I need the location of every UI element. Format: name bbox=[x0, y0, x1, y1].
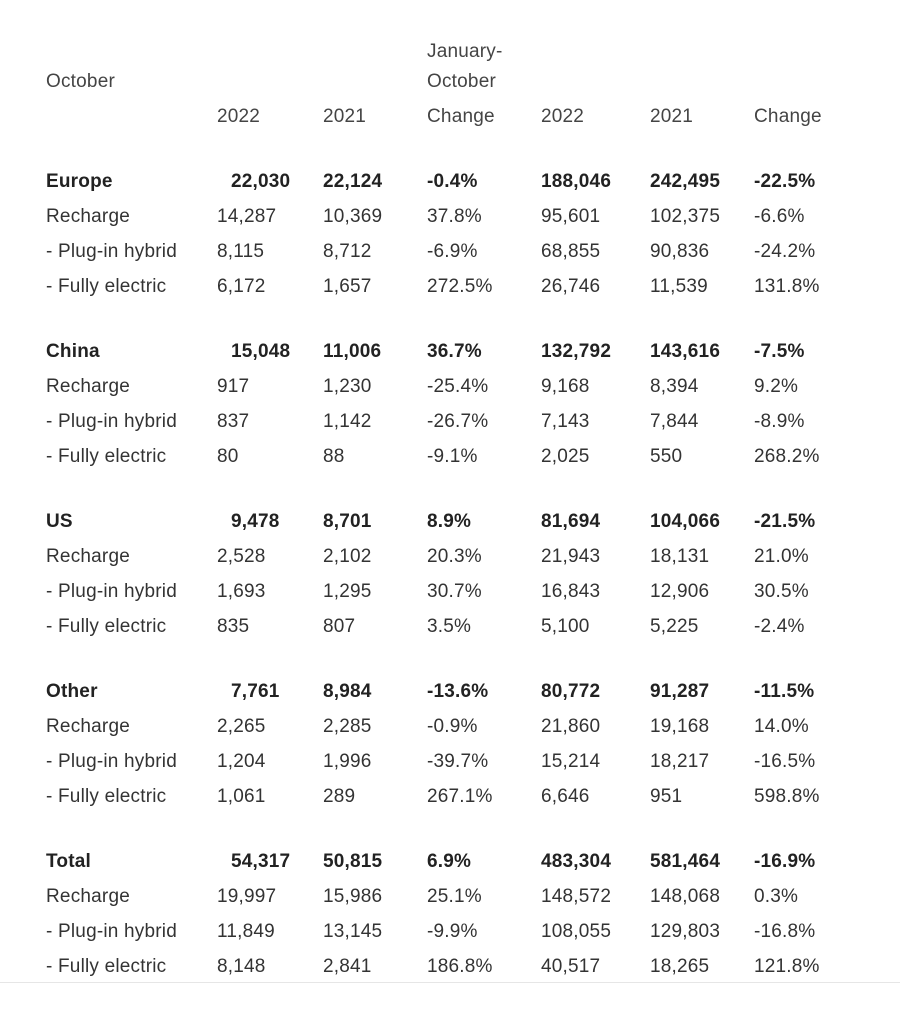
cell-oct-2021: 1,142 bbox=[323, 411, 372, 432]
cell-oct-2022: 2,265 bbox=[217, 716, 266, 737]
cell-oct-change: 3.5% bbox=[427, 616, 472, 637]
cell-oct-2021: 1,295 bbox=[323, 581, 372, 602]
cell-ytd-2021: 104,066 bbox=[650, 511, 721, 532]
cell-ytd-change: -22.5% bbox=[754, 171, 816, 192]
cell-ytd-change: -24.2% bbox=[754, 241, 816, 262]
cell-ytd-change: 131.8% bbox=[754, 276, 820, 297]
cell-oct-2021: 2,285 bbox=[323, 716, 372, 737]
cell-ytd-2021: 102,375 bbox=[650, 206, 721, 227]
cell-oct-2021: 1,996 bbox=[323, 751, 372, 772]
cell-oct-change: 30.7% bbox=[427, 581, 482, 602]
cell-ytd-2021: 581,464 bbox=[650, 851, 721, 872]
cell-ytd-2022: 80,772 bbox=[541, 681, 601, 702]
cell-ytd-2022: 21,943 bbox=[541, 546, 601, 567]
row-label: - Fully electric bbox=[46, 446, 167, 467]
cell-ytd-2022: 40,517 bbox=[541, 956, 601, 977]
cell-oct-change: -9.9% bbox=[427, 921, 478, 942]
cell-oct-change: -0.4% bbox=[427, 171, 478, 192]
row-label: China bbox=[46, 341, 100, 362]
cell-ytd-2022: 21,860 bbox=[541, 716, 601, 737]
row-label: Recharge bbox=[46, 716, 130, 737]
cell-ytd-2022: 95,601 bbox=[541, 206, 601, 227]
row-label: Recharge bbox=[46, 886, 130, 907]
row-label: - Plug-in hybrid bbox=[46, 751, 177, 772]
cell-ytd-2022: 483,304 bbox=[541, 851, 612, 872]
cell-oct-change: 272.5% bbox=[427, 276, 493, 297]
cell-oct-2021: 88 bbox=[323, 446, 345, 467]
cell-oct-change: 6.9% bbox=[427, 851, 472, 872]
cell-oct-2021: 2,841 bbox=[323, 956, 372, 977]
row-label: - Fully electric bbox=[46, 956, 167, 977]
cell-oct-change: -26.7% bbox=[427, 411, 489, 432]
cell-ytd-2021: 129,803 bbox=[650, 921, 721, 942]
cell-ytd-2022: 132,792 bbox=[541, 341, 612, 362]
cell-oct-2022: 8,148 bbox=[217, 956, 266, 977]
cell-oct-2022: 22,030 bbox=[231, 171, 291, 192]
cell-ytd-change: -21.5% bbox=[754, 511, 816, 532]
cell-oct-change: 267.1% bbox=[427, 786, 493, 807]
cell-oct-2021: 8,701 bbox=[323, 511, 372, 532]
cell-oct-2022: 835 bbox=[217, 616, 250, 637]
cell-oct-2021: 2,102 bbox=[323, 546, 372, 567]
cell-ytd-2022: 16,843 bbox=[541, 581, 601, 602]
cell-ytd-2022: 15,214 bbox=[541, 751, 601, 772]
cell-oct-change: -0.9% bbox=[427, 716, 478, 737]
cell-oct-2021: 15,986 bbox=[323, 886, 383, 907]
cell-oct-2022: 8,115 bbox=[217, 241, 265, 262]
cell-oct-2022: 837 bbox=[217, 411, 250, 432]
cell-ytd-2021: 90,836 bbox=[650, 241, 710, 262]
cell-oct-2022: 6,172 bbox=[217, 276, 266, 297]
row-label: - Plug-in hybrid bbox=[46, 241, 177, 262]
cell-oct-change: 8.9% bbox=[427, 511, 472, 532]
cell-ytd-change: -7.5% bbox=[754, 341, 805, 362]
cell-oct-2021: 13,145 bbox=[323, 921, 383, 942]
row-label: Other bbox=[46, 681, 98, 702]
cell-oct-change: -39.7% bbox=[427, 751, 489, 772]
cell-ytd-change: 0.3% bbox=[754, 886, 799, 907]
cell-ytd-2021: 8,394 bbox=[650, 376, 699, 397]
cell-oct-2022: 1,204 bbox=[217, 751, 266, 772]
row-label: Europe bbox=[46, 171, 113, 192]
cell-oct-2022: 2,528 bbox=[217, 546, 266, 567]
cell-ytd-2021: 951 bbox=[650, 786, 683, 807]
cell-ytd-change: -11.5% bbox=[754, 681, 815, 702]
cell-oct-2022: 19,997 bbox=[217, 886, 277, 907]
cell-ytd-2021: 11,539 bbox=[650, 276, 708, 297]
cell-oct-2022: 7,761 bbox=[231, 681, 280, 702]
cell-ytd-change: -6.6% bbox=[754, 206, 805, 227]
cell-ytd-change: -2.4% bbox=[754, 616, 805, 637]
cell-ytd-2021: 5,225 bbox=[650, 616, 699, 637]
column-header-ytd-2022: 2022 bbox=[541, 106, 585, 127]
cell-ytd-2022: 81,694 bbox=[541, 511, 601, 532]
cell-ytd-2022: 2,025 bbox=[541, 446, 590, 467]
cell-oct-2022: 80 bbox=[217, 446, 239, 467]
cell-ytd-2022: 9,168 bbox=[541, 376, 590, 397]
cell-oct-change: -9.1% bbox=[427, 446, 478, 467]
cell-ytd-2022: 5,100 bbox=[541, 616, 590, 637]
cell-ytd-2022: 6,646 bbox=[541, 786, 590, 807]
cell-oct-2022: 54,317 bbox=[231, 851, 291, 872]
cell-ytd-2021: 12,906 bbox=[650, 581, 710, 602]
cell-ytd-2022: 148,572 bbox=[541, 886, 612, 907]
cell-ytd-change: 21.0% bbox=[754, 546, 809, 567]
cell-oct-2021: 10,369 bbox=[323, 206, 383, 227]
cell-ytd-2021: 550 bbox=[650, 446, 683, 467]
cell-ytd-2022: 26,746 bbox=[541, 276, 601, 297]
cell-oct-2021: 50,815 bbox=[323, 851, 383, 872]
divider bbox=[0, 982, 900, 983]
row-label: Recharge bbox=[46, 546, 130, 567]
cell-ytd-2021: 7,844 bbox=[650, 411, 699, 432]
cell-oct-2021: 289 bbox=[323, 786, 356, 807]
cell-oct-change: -25.4% bbox=[427, 376, 489, 397]
cell-oct-change: 37.8% bbox=[427, 206, 482, 227]
row-label: - Plug-in hybrid bbox=[46, 921, 177, 942]
cell-ytd-2021: 91,287 bbox=[650, 681, 710, 702]
cell-oct-2022: 15,048 bbox=[231, 341, 291, 362]
cell-ytd-change: -16.9% bbox=[754, 851, 816, 872]
row-label: US bbox=[46, 511, 73, 532]
cell-oct-2021: 1,657 bbox=[323, 276, 372, 297]
column-header-oct-change: Change bbox=[427, 106, 495, 127]
cell-ytd-2021: 143,616 bbox=[650, 341, 721, 362]
header-group-label-line2: October bbox=[427, 71, 496, 92]
cell-ytd-2022: 68,855 bbox=[541, 241, 601, 262]
cell-oct-2021: 22,124 bbox=[323, 171, 383, 192]
cell-oct-change: -13.6% bbox=[427, 681, 489, 702]
cell-oct-2022: 1,061 bbox=[217, 786, 266, 807]
cell-oct-2022: 1,693 bbox=[217, 581, 266, 602]
row-label: - Fully electric bbox=[46, 616, 167, 637]
cell-oct-2022: 14,287 bbox=[217, 206, 277, 227]
header-row-label: October bbox=[46, 71, 115, 92]
cell-ytd-2021: 242,495 bbox=[650, 171, 721, 192]
cell-ytd-change: 9.2% bbox=[754, 376, 799, 397]
cell-oct-change: 25.1% bbox=[427, 886, 482, 907]
cell-oct-2022: 11,849 bbox=[217, 921, 275, 942]
cell-ytd-change: 121.8% bbox=[754, 956, 820, 977]
cell-oct-2022: 9,478 bbox=[231, 511, 280, 532]
cell-oct-2021: 8,712 bbox=[323, 241, 372, 262]
cell-ytd-2021: 148,068 bbox=[650, 886, 721, 907]
cell-oct-2021: 807 bbox=[323, 616, 356, 637]
cell-ytd-change: 598.8% bbox=[754, 786, 820, 807]
cell-oct-2022: 917 bbox=[217, 376, 250, 397]
cell-ytd-change: 14.0% bbox=[754, 716, 809, 737]
cell-oct-change: 36.7% bbox=[427, 341, 482, 362]
row-label: - Plug-in hybrid bbox=[46, 411, 177, 432]
column-header-ytd-change: Change bbox=[754, 106, 822, 127]
cell-ytd-2022: 188,046 bbox=[541, 171, 612, 192]
cell-oct-change: 20.3% bbox=[427, 546, 482, 567]
row-label: Total bbox=[46, 851, 91, 872]
cell-ytd-change: -16.5% bbox=[754, 751, 816, 772]
cell-ytd-change: 268.2% bbox=[754, 446, 820, 467]
cell-oct-2021: 8,984 bbox=[323, 681, 372, 702]
row-label: - Plug-in hybrid bbox=[46, 581, 177, 602]
cell-oct-change: 186.8% bbox=[427, 956, 493, 977]
cell-oct-2021: 11,006 bbox=[323, 341, 382, 362]
row-label: Recharge bbox=[46, 376, 130, 397]
cell-oct-change: -6.9% bbox=[427, 241, 478, 262]
row-label: - Fully electric bbox=[46, 786, 167, 807]
row-label: - Fully electric bbox=[46, 276, 167, 297]
cell-ytd-change: -8.9% bbox=[754, 411, 805, 432]
column-header-ytd-2021: 2021 bbox=[650, 106, 694, 127]
cell-ytd-change: 30.5% bbox=[754, 581, 809, 602]
cell-ytd-2021: 18,265 bbox=[650, 956, 710, 977]
cell-ytd-2022: 7,143 bbox=[541, 411, 590, 432]
cell-ytd-2021: 19,168 bbox=[650, 716, 710, 737]
cell-ytd-2021: 18,217 bbox=[650, 751, 710, 772]
row-label: Recharge bbox=[46, 206, 130, 227]
column-header-oct-2021: 2021 bbox=[323, 106, 367, 127]
header-group-label-line1: January- bbox=[427, 41, 503, 62]
cell-ytd-2022: 108,055 bbox=[541, 921, 612, 942]
cell-oct-2021: 1,230 bbox=[323, 376, 372, 397]
column-header-oct-2022: 2022 bbox=[217, 106, 261, 127]
cell-ytd-change: -16.8% bbox=[754, 921, 816, 942]
cell-ytd-2021: 18,131 bbox=[650, 546, 710, 567]
